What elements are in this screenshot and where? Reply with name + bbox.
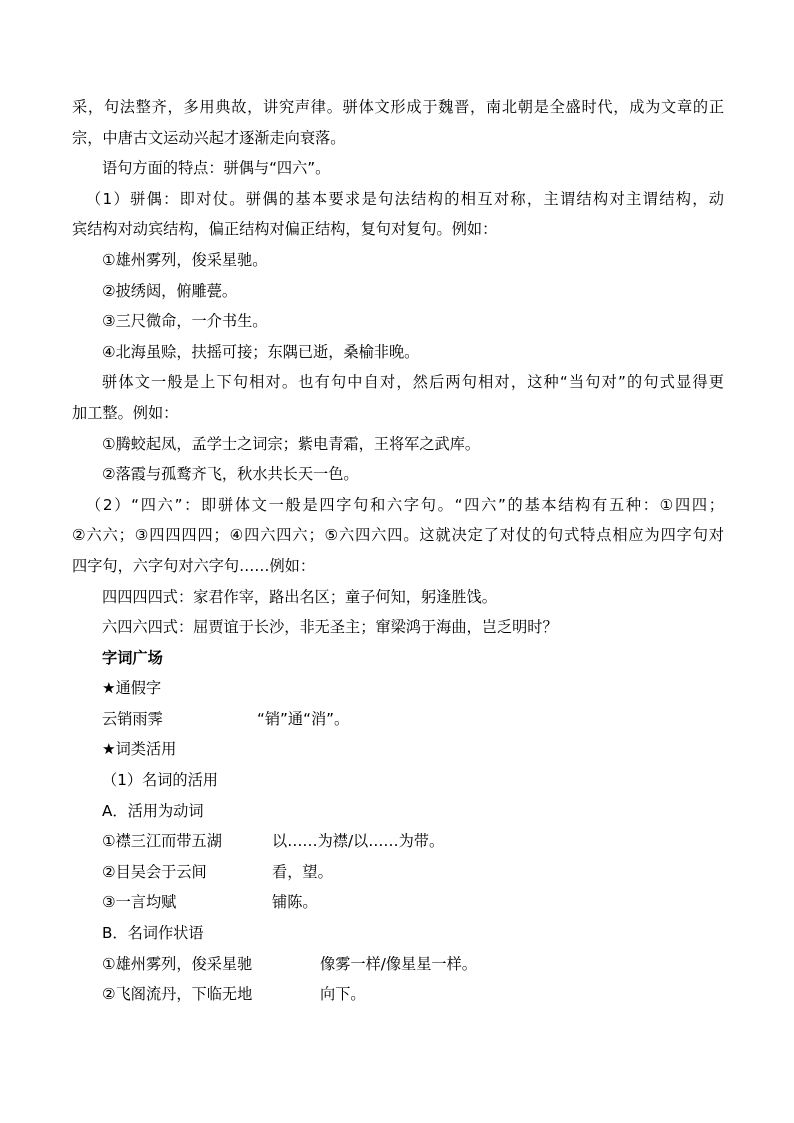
section-title: 字词广场 [102, 648, 163, 667]
vocab-term: ②飞阁流丹，下临无地 [102, 985, 253, 1004]
tongjia-row [72, 704, 724, 735]
vocab-term: ③一言均赋 [102, 893, 177, 912]
vocab-term: ①襟三江而带五湖 [102, 832, 222, 851]
tongjia-note: “销”通“消”。 [257, 709, 350, 728]
tongjia-heading: ★通假字 [102, 679, 162, 698]
vocab-row [72, 857, 724, 888]
vocab-term: ②目吴会于云间 [102, 862, 207, 881]
paragraph-line: 宾结构对动宾结构，偏正结构对偏正结构，复句对复句。例如： [72, 220, 498, 239]
example-line: ①雄州雾列，俊采星驰。 [102, 250, 268, 269]
example-line: 六四六四式：屈贾谊于长沙，非无圣主；窜梁鸿于海曲，岂乏明时？ [102, 618, 558, 637]
example-line: ④北海虽赊，扶摇可接；东隅已逝，桑榆非晚。 [102, 342, 420, 361]
example-line: ①腾蛟起凤，孟学士之词宗；紫电青霜，王将军之武库。 [102, 434, 481, 453]
vocab-row [72, 949, 724, 980]
vocab-row [72, 979, 724, 1010]
example-line: ③三尺微命，一介书生。 [102, 312, 268, 331]
subheading: A．活用为动词 [102, 801, 204, 820]
subheading: （1）名词的活用 [102, 771, 218, 790]
vocab-row [72, 887, 724, 918]
paragraph-line: ②六六；③四四四四；④四六四六；⑤六四六四。这就决定了对仗的句式特点相应为四字句对 [72, 526, 724, 545]
subheading: B．名词作状语 [102, 924, 204, 943]
paragraph-line: 采，句法整齐，多用典故，讲究声律。骈体文形成于魏晋，南北朝是全盛时代，成为文章的正 [72, 98, 724, 116]
vocab-note: 像雾一样/像星星一样。 [320, 954, 477, 973]
cilei-heading: ★词类活用 [102, 740, 177, 759]
document-page [72, 92, 724, 1010]
tongjia-term: 云销雨霁 [102, 709, 163, 728]
example-line: 四四四四式：家君作宰，路出名区；童子何知，躬逢胜饯。 [102, 587, 497, 606]
example-line: ②披绣闼，俯雕甍。 [102, 281, 238, 300]
vocab-note: 铺陈。 [272, 893, 318, 912]
paragraph: 语句方面的特点：骈偶与“四六”。 [102, 159, 331, 178]
vocab-note: 向下。 [320, 985, 366, 1004]
paragraph-line: 宗，中唐古文运动兴起才逐渐走向衰落。 [72, 128, 346, 147]
vocab-note: 看，望。 [272, 862, 333, 881]
paragraph-line: （1）骈偶：即对仗。骈偶的基本要求是句法结构的相互对称，主谓结构对主谓结构，动 [86, 189, 724, 208]
example-line: ②落霞与孤鹜齐飞，秋水共长天一色。 [102, 465, 359, 484]
vocab-note: 以……为襟/以……为带。 [272, 832, 445, 851]
paragraph-line: 骈体文一般是上下句相对。也有句中自对，然后两句相对，这种“当句对”的句式显得更 [102, 373, 724, 392]
vocab-term: ①雄州雾列，俊采星驰 [102, 954, 253, 973]
paragraph-line: （2）“四六”：即骈体文一般是四字句和六字句。“四六”的基本结构有五种：①四四； [86, 495, 724, 514]
paragraph-line: 四字句，六字句对六字句……例如： [72, 556, 315, 575]
vocab-row [72, 826, 724, 857]
paragraph-line: 加工整。例如： [72, 403, 179, 422]
